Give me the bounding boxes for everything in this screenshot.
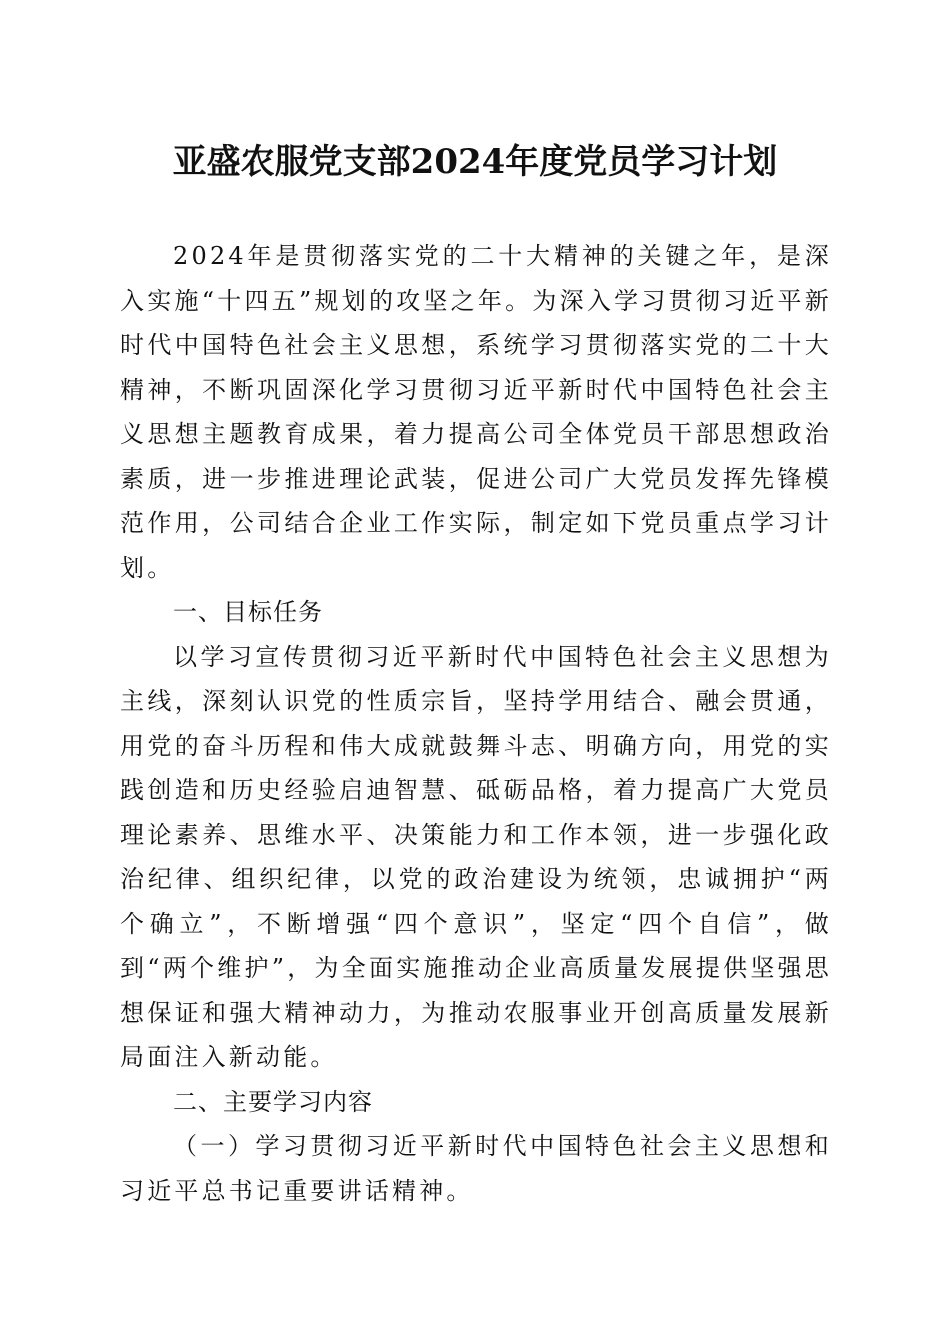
content-item-1: （一）学习贯彻习近平新时代中国特色社会主义思想和习近平总书记重要讲话精神。: [120, 1132, 832, 1205]
intro-paragraph: 2024年是贯彻落实党的二十大精神的关键之年，是深入实施“十四五”规划的攻坚之年。为深入学习贯彻习近平新时代中国特色社会主义思想，系统学习贯彻落实党的二十大精神，不断巩固深化学习贯彻习近平新时代中国特色社会主义思想主题教育成果，着力提高公司全体党员干部思想政治素质，进一步推进理论武装，促进公司广大党员发挥先锋模范作用，公司结合企业工作实际，制定如下党员重点学习计划。: [120, 242, 832, 582]
section-heading-content: 二、主要学习内容: [173, 1087, 373, 1116]
document-title: 亚盛农服党支部2024年度党员学习计划: [172, 142, 778, 182]
document-body: [120, 234, 832, 1213]
goals-paragraph: 以学习宣传贯彻习近平新时代中国特色社会主义思想为主线，深刻认识党的性质宗旨，坚持学用结合、融会贯通，用党的奋斗历程和伟大成就鼓舞斗志、明确方向，用党的实践创造和历史经验启迪智慧、砥砺品格，着力提高广大党员理论素养、思维水平、决策能力和工作本领，进一步强化政治纪律、组织纪律，以党的政治建设为统领，忠诚拥护“两个确立”，不断增强“四个意识”，坚定“四个自信”，做到“两个维护”，为全面实施推动企业高质量发展提供坚强思想保证和强大精神动力，为推动农服事业开创高质量发展新局面注入新动能。: [120, 642, 832, 1071]
section-heading-goals: 一、目标任务: [173, 598, 323, 626]
